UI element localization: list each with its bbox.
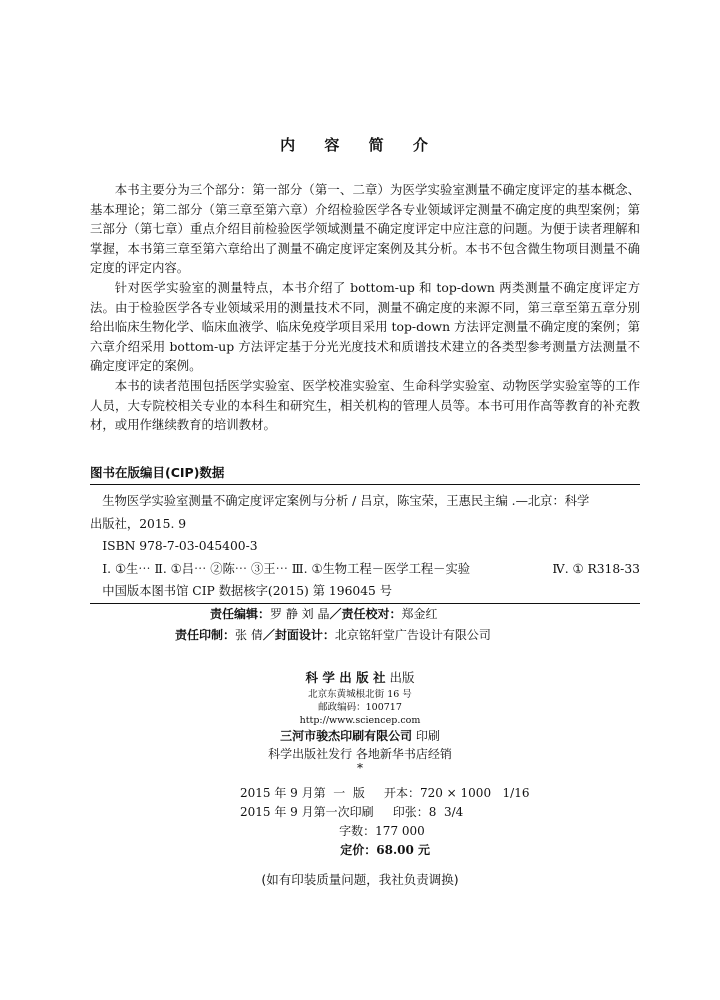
cover-name: 北京铭轩堂广告设计有限公司 xyxy=(334,627,491,642)
quality-note: (如有印装质量问题，我社负责调换) xyxy=(261,872,459,887)
cip-classification xyxy=(90,558,640,581)
cip-body xyxy=(90,485,640,604)
credits-line-2 xyxy=(90,625,640,646)
proof-name: 郑金红 xyxy=(401,606,438,621)
abstract-paragraph-3: 本书的读者范围包括医学实验室、医学校准实验室、生命科学实验室、动物医学实验室等的工作人员，大专院校相关专业的本科生和研究生，相关机构的管理人员等。本书可用作高等教育的补充教材，或用作继续教育的培训教材。 xyxy=(90,377,640,433)
publisher-suffix: 出版 xyxy=(385,670,415,685)
editor-label: 责任编辑： xyxy=(210,606,271,621)
cover-label: ／封面设计： xyxy=(262,627,335,642)
printer-line xyxy=(0,727,720,745)
separator-star: * xyxy=(357,761,363,775)
publisher-address: 北京东黄城根北街 16 号 xyxy=(308,689,412,700)
cip-number: 中国版本图书馆 CIP 数据核字(2015) 第 196045 号 xyxy=(102,584,393,598)
cip-block xyxy=(90,463,640,646)
imprint xyxy=(0,668,720,773)
abstract-paragraph-2: 针对医学实验室的测量特点，本书介绍了 bottom-up 和 top-down 两类测量不确定度评定方法。由于检验医学各专业领域采用的测量技术不同，测量不确定度的来源不同，第三章至第五章分别给出临床生物化学、临床血液学、临床免疫学项目采用 top-down 方法评定测量不确定度的案例；第六章介绍采用 bottom-up 方法评定基于分光光度技术和质谱技术建立的各类型参考测量方法测量不确定度评定的案例。 xyxy=(90,279,640,374)
cip-heading: 图书在版编目(CIP)数据 xyxy=(90,463,640,485)
publisher-name: 科 学 出 版 社 xyxy=(305,670,386,685)
proof-label: ／责任校对： xyxy=(329,606,402,621)
editor-names: 罗 静 刘 晶 xyxy=(270,606,330,621)
distribution-line: 科学出版社发行 各地新华书店经销 xyxy=(268,747,452,761)
credits-line-1 xyxy=(90,604,640,625)
abstract-paragraph-1: 本书主要分为三个部分：第一部分（第一、二章）为医学实验室测量不确定度评定的基本概念、基本理论；第二部分（第三章至第六章）介绍检验医学各专业领域评定测量不确定度的典型案例；第三部分（第七章）重点介绍目前检验医学领域测量不确定度评定中应注意的问题。为便于读者理解和掌握，本书第三章至第六章给出了测量不确定度评定案例及其分析。本书不包含微生物项目测量不确定度的评定内容。 xyxy=(90,182,640,276)
specs-row-printing: 2015 年 9 月第一次印刷 印张：8 3/4 xyxy=(240,805,464,819)
cip-entry-line: 生物医学实验室测量不确定度评定案例与分析 / 吕京，陈宝荣，王惠民主编 .—北京：科学 xyxy=(102,494,590,508)
print-name: 张 倩 xyxy=(235,627,263,642)
printer-name: 三河市骏杰印刷有限公司 xyxy=(280,729,413,743)
publisher-postcode: 邮政编码：100717 xyxy=(318,702,402,713)
cip-isbn: ISBN 978-7-03-045400-3 xyxy=(102,539,258,553)
publisher-line xyxy=(0,668,720,688)
credits xyxy=(90,604,640,646)
cip-class-right: Ⅳ. ① R318-33 xyxy=(552,561,640,576)
edition-specs xyxy=(240,784,529,860)
publisher-url: http://www.sciencep.com xyxy=(299,715,421,726)
abstract xyxy=(90,180,640,435)
specs-row-edition: 2015 年 9 月第 一 版 开本：720 × 1000 1/16 xyxy=(240,786,530,800)
print-label: 责任印制： xyxy=(175,627,236,642)
specs-row-wordcount: 字数：177 000 xyxy=(240,824,425,838)
cip-class-left: Ⅰ. ①生⋯ Ⅱ. ①吕⋯ ②陈⋯ ③王⋯ Ⅲ. ①生物工程－医学工程－实验 xyxy=(102,561,471,576)
specs-row-price: 定价：68.00 元 xyxy=(240,843,431,857)
page-title: 内 容 简 介 xyxy=(280,136,440,154)
cip-entry-line: 出版社，2015. 9 xyxy=(90,516,187,531)
printer-suffix: 印刷 xyxy=(412,729,440,743)
